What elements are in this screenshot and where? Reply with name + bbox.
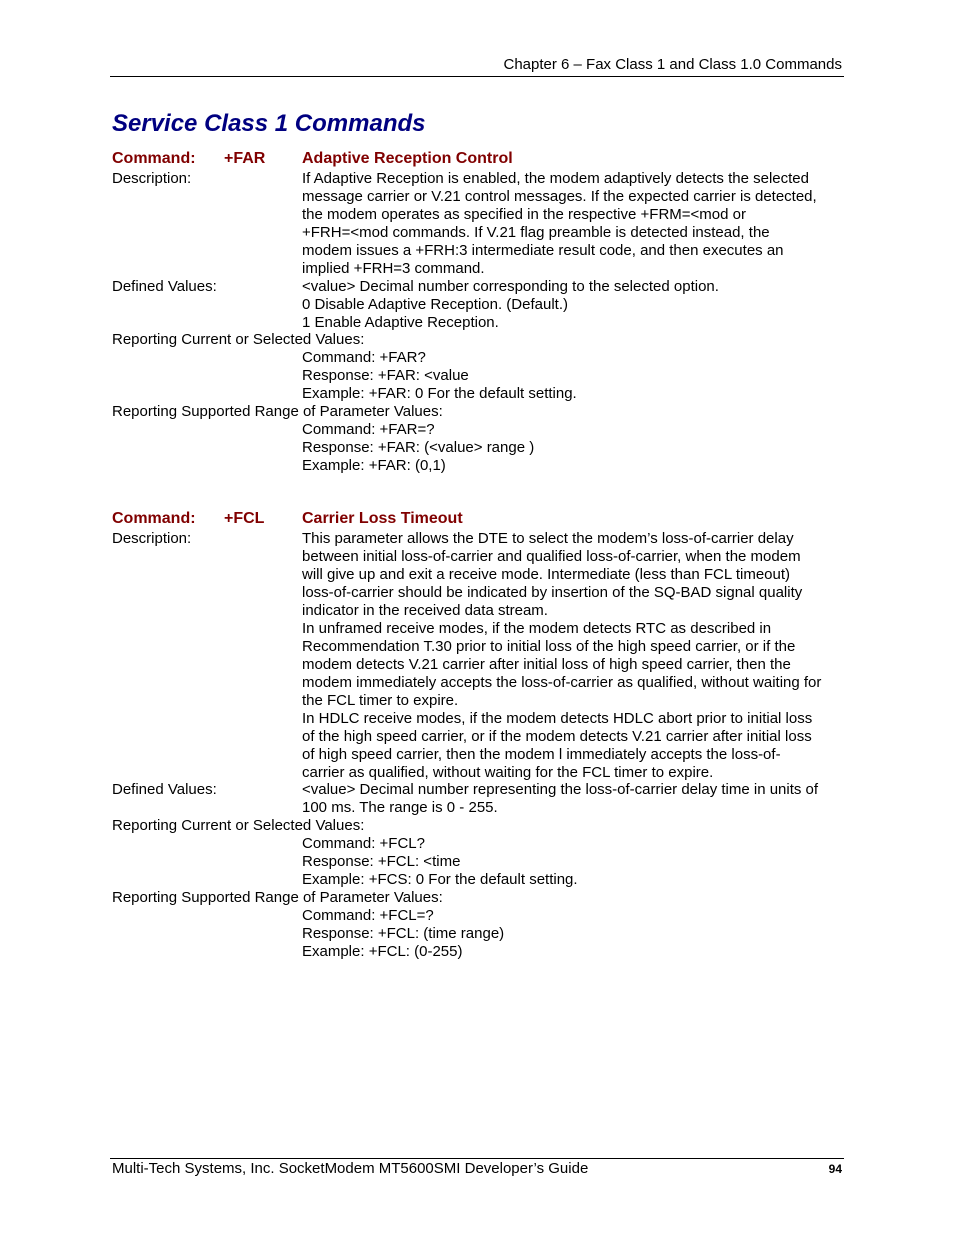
footer-title: Multi-Tech Systems, Inc. SocketModem MT5600SMI Developer’s Guide [112, 1160, 589, 1177]
command-code: +FAR [224, 150, 266, 167]
text-line: Response: +FCL: <time [302, 853, 461, 870]
reporting-current-text [302, 349, 577, 403]
text-line: Command: +FAR=? [302, 421, 435, 438]
text-line: the FCL timer to expire. [302, 692, 459, 709]
command-name: Adaptive Reception Control [302, 150, 513, 167]
text-line: <value> Decimal number representing the loss-of-carrier delay time in units of [302, 781, 819, 798]
reporting-current-label: Reporting Current or Selected Values: [112, 817, 365, 834]
text-line: This parameter allows the DTE to select the modem’s loss-of-carrier delay [302, 530, 794, 547]
reporting-range-label: Reporting Supported Range of Parameter Values: [112, 889, 443, 906]
reporting-range-label: Reporting Supported Range of Parameter Values: [112, 403, 443, 420]
text-line: Example: +FAR: 0 For the default setting. [302, 385, 577, 402]
text-line: Command: +FCL=? [302, 907, 434, 924]
command-name: Carrier Loss Timeout [302, 510, 463, 527]
text-line: Response: +FCL: (time range) [302, 925, 505, 942]
description-label: Description: [112, 530, 192, 547]
running-header: Chapter 6 – Fax Class 1 and Class 1.0 Commands [503, 56, 842, 73]
text-line: 0 Disable Adaptive Reception. (Default.) [302, 296, 568, 313]
text-line: Command: +FAR? [302, 349, 426, 366]
page-number: 94 [828, 1162, 842, 1176]
text-line: modem detects V.21 carrier after initial loss of high speed carrier, then the [302, 656, 791, 673]
reporting-range-text [302, 421, 534, 475]
text-line: implied +FRH=3 command. [302, 260, 485, 277]
description-text [302, 530, 821, 782]
text-line: Command: +FCL? [302, 835, 425, 852]
text-line: Recommendation T.30 prior to initial loss of the high speed carrier, or if the [302, 638, 796, 655]
page-title: Service Class 1 Commands [112, 110, 426, 137]
text-line: modem issues a +FRH:3 intermediate result code, and then executes an [302, 242, 784, 259]
description-text [302, 170, 817, 278]
footer-rule [110, 1158, 844, 1159]
text-line: 100 ms. The range is 0 - 255. [302, 799, 498, 816]
text-line: In HDLC receive modes, if the modem detects HDLC abort prior to initial loss [302, 710, 813, 727]
defined-values-text [302, 781, 818, 817]
defined-values-label: Defined Values: [112, 278, 217, 295]
header-rule [110, 76, 844, 77]
defined-values-text [302, 278, 719, 332]
text-line: In unframed receive modes, if the modem detects RTC as described in [302, 620, 772, 637]
text-line: modem immediately accepts the loss-of-carrier as qualified, without waiting for [302, 674, 822, 691]
text-line: between initial loss-of-carrier and qualified loss-of-carrier, when the modem [302, 548, 801, 565]
text-line: Response: +FAR: <value [302, 367, 469, 384]
text-line: Response: +FAR: (<value> range ) [302, 439, 535, 456]
text-line: Example: +FAR: (0,1) [302, 457, 446, 474]
text-line: the modem operates as specified in the respective +FRM=<mod or [302, 206, 746, 223]
command-code: +FCL [224, 510, 265, 527]
reporting-current-text [302, 835, 578, 889]
text-line: Example: +FCS: 0 For the default setting. [302, 871, 578, 888]
text-line: +FRH=<mod commands. If V.21 flag preamble is detected instead, the [302, 224, 770, 241]
command-label: Command: [112, 510, 196, 527]
text-line: message carrier or V.21 control messages. If the expected carrier is detected, [302, 188, 817, 205]
text-line: indicator in the received data stream. [302, 602, 548, 619]
text-line: 1 Enable Adaptive Reception. [302, 314, 499, 331]
text-line: carrier as qualified, without waiting for the FCL timer to expire. [302, 764, 714, 781]
text-line: <value> Decimal number corresponding to the selected option. [302, 278, 719, 295]
text-line: will give up and exit a receive mode. Intermediate (less than FCL timeout) [302, 566, 791, 583]
text-line: loss-of-carrier should be indicated by insertion of the SQ-BAD signal quality [302, 584, 803, 601]
text-line: of the high speed carrier, or if the modem detects V.21 carrier after initial loss [302, 728, 812, 745]
command-label: Command: [112, 150, 196, 167]
text-line: If Adaptive Reception is enabled, the modem adaptively detects the selected [302, 170, 809, 187]
defined-values-label: Defined Values: [112, 781, 217, 798]
reporting-current-label: Reporting Current or Selected Values: [112, 331, 365, 348]
reporting-range-text [302, 907, 504, 961]
description-label: Description: [112, 170, 192, 187]
text-line: Example: +FCL: (0-255) [302, 943, 463, 960]
text-line: of high speed carrier, then the modem l immediately accepts the loss-of- [302, 746, 781, 763]
